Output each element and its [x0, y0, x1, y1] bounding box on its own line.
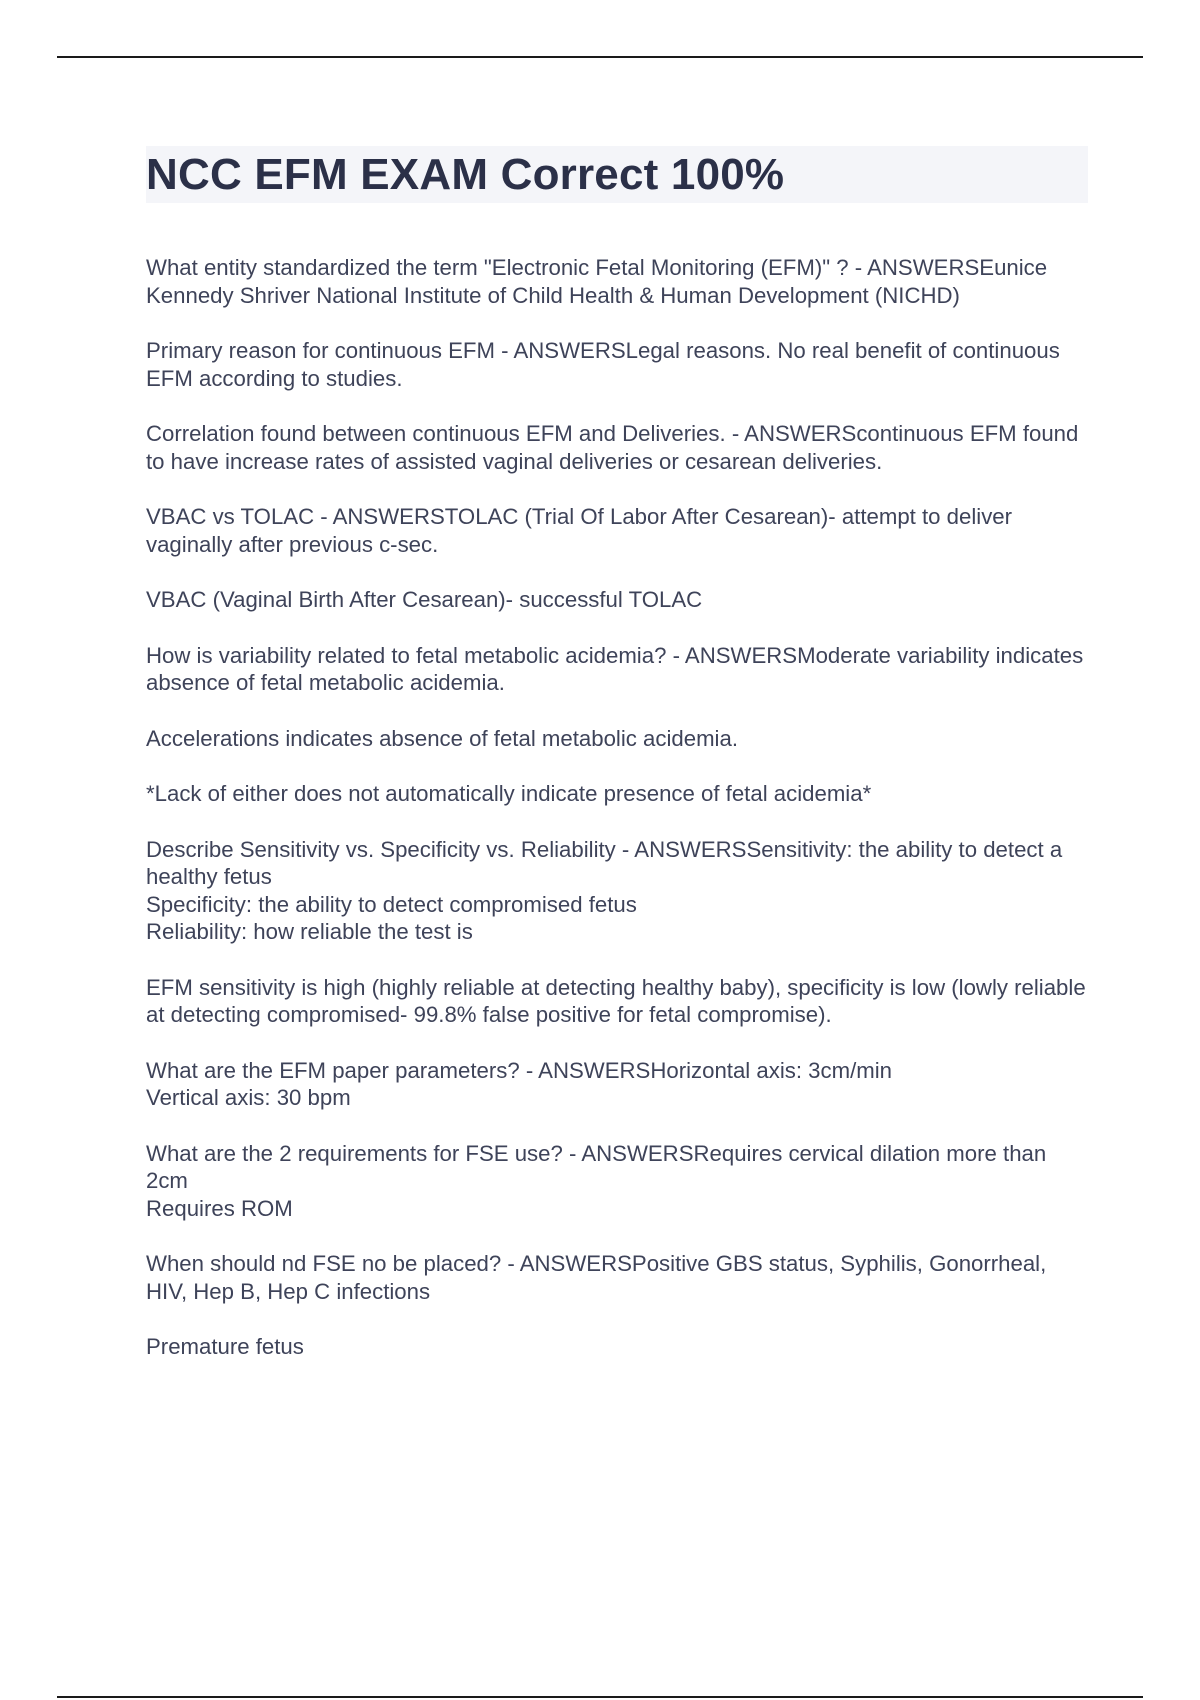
qa-entry: EFM sensitivity is high (highly reliable at detecting healthy baby), specificity is low (lowly reliable at detecting compromised- 99.8% false positive for fetal compromise). — [146, 974, 1086, 1027]
title-banner — [146, 146, 1088, 203]
qa-entry: What entity standardized the term "Electronic Fetal Monitoring (EFM)" ? - ANSWERSEunice Kennedy Shriver National Institute of Child Health & Human Development (NICHD) — [146, 255, 1048, 308]
qa-entry: Premature fetus — [146, 1334, 304, 1359]
qa-entry: What are the 2 requirements for FSE use? - ANSWERSRequires cervical dilation more than 2cm Requires ROM — [146, 1140, 1047, 1221]
document-body — [146, 146, 1088, 1389]
qa-entry: How is variability related to fetal metabolic acidemia? - ANSWERSModerate variability indicates absence of fetal metabolic acidemia. — [146, 642, 1084, 695]
qa-entry: What are the EFM paper parameters? - ANSWERSHorizontal axis: 3cm/min Vertical axis: 30 bpm — [146, 1057, 892, 1110]
bottom-divider — [57, 1696, 1143, 1698]
qa-entry: When should nd FSE no be placed? - ANSWERSPositive GBS status, Syphilis, Gonorrheal, HIV, Hep B, Hep C infections — [146, 1251, 1047, 1304]
qa-entry: VBAC vs TOLAC - ANSWERSTOLAC (Trial Of Labor After Cesarean)- attempt to deliver vaginally after previous c-sec. — [146, 504, 1013, 557]
qa-list — [146, 254, 1088, 1361]
qa-entry: Describe Sensitivity vs. Specificity vs. Reliability - ANSWERSSensitivity: the ability to detect a healthy fetus Specificity: the ability to detect compromised fetus Reliability: how reliable the test is — [146, 836, 1063, 944]
qa-entry: *Lack of either does not automatically indicate presence of fetal acidemia* — [146, 781, 872, 806]
document-title: NCC EFM EXAM Correct 100% — [146, 150, 785, 199]
qa-entry: Primary reason for continuous EFM - ANSWERSLegal reasons. No real benefit of continuous EFM according to studies. — [146, 338, 1060, 391]
qa-entry: VBAC (Vaginal Birth After Cesarean)- successful TOLAC — [146, 587, 703, 612]
qa-entry: Accelerations indicates absence of fetal metabolic acidemia. — [146, 725, 738, 751]
top-divider — [57, 56, 1143, 58]
qa-entry: Correlation found between continuous EFM and Deliveries. - ANSWERScontinuous EFM found to have increase rates of assisted vaginal deliveries or cesarean deliveries. — [146, 421, 1079, 474]
